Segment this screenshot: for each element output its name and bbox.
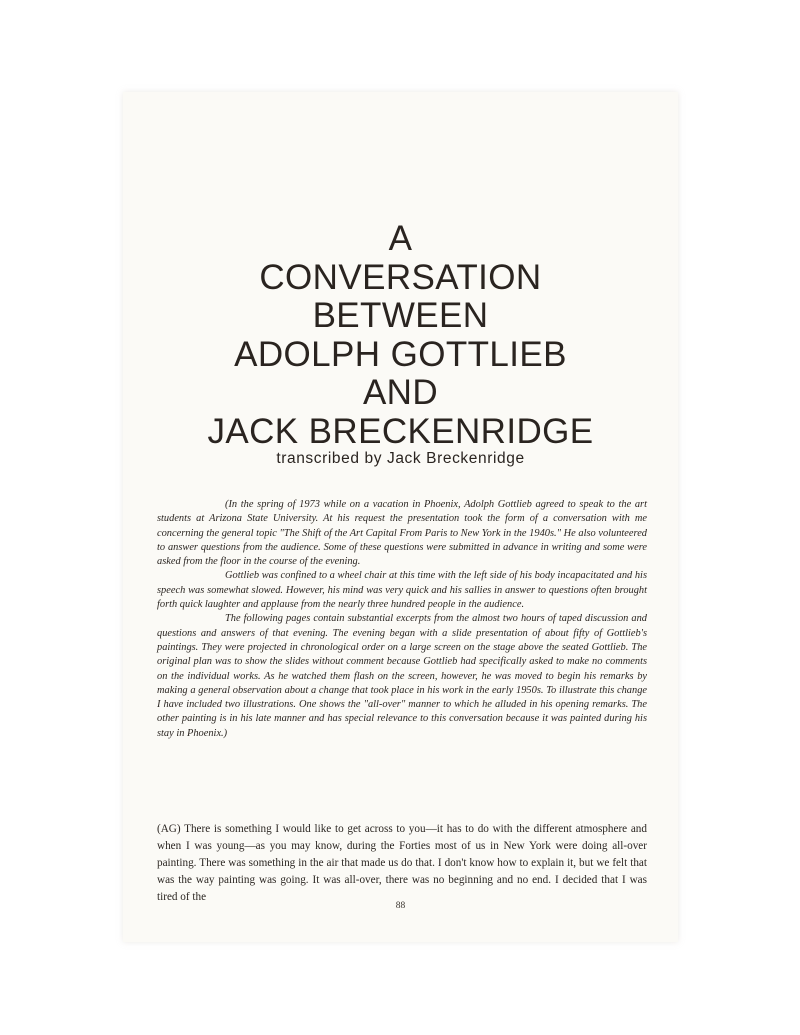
intro-paragraph: Gottlieb was confined to a wheel chair at this time with the left side of his body incapacitated and his speech was somewhat slowed. However, his mind was very quick and his sallies in answer to questions often brought forth quick laughter and applause from the nearly three hundred people in the audience. (157, 570, 647, 611)
title-line: JACK BRECKENRIDGE (207, 411, 594, 451)
title-line: CONVERSATION (259, 257, 542, 297)
intro-section (157, 498, 647, 741)
title-line: BETWEEN (312, 296, 489, 335)
intro-paragraph: The following pages contain substantial excerpts from the almost two hours of taped discussion and questions and answers of that evening. The evening began with a slide presentation of about fifty of Gottlieb's paintings. They were projected in chronological order on a large screen on the stage above the seated Gottlieb. The original plan was to show the slides without comment because Gottlieb had specifically asked to make no comments on the individual works. As he watched them flash on the screen, however, he was moved to begin his remarks by making a general observation about a change that took place in his work in the early 1950s. To illustrate this change I have included two illustrations. One shows the "all-over" manner to which he alluded in his opening remarks. The other painting is in his late manner and has special relevance to this conversation because it was painted during his stay in Phoenix.) (157, 613, 647, 739)
title-line: A (388, 219, 413, 258)
body-paragraph: (AG) There is something I would like to get across to you—it has to do with the different atmosphere and when I was young—as you may know, during the Forties most of us in New York were doing all-over painting. There was something in the air that made us do that. I don't know how to explain it, but we felt that was the way painting was going. It was all-over, there was no beginning and no end. I decided that I was tired of the (157, 823, 647, 903)
body-section (157, 821, 647, 906)
article-title (123, 220, 678, 451)
document-page (123, 92, 678, 942)
page-number: 88 (395, 901, 406, 911)
title-line: ADOLPH GOTTLIEB (234, 334, 567, 374)
intro-paragraph: (In the spring of 1973 while on a vacation in Phoenix, Adolph Gottlieb agreed to speak to the art students at Arizona State University. At his request the presentation took the form of a conversation with me concerning the general topic "The Shift of the Art Capital From Paris to New York in the 1940s." He also volunteered to answer questions from the audience. Some of these questions were submitted in advance in writing and some were asked from the floor in the course of the evening. (157, 499, 647, 568)
article-subtitle: transcribed by Jack Breckenridge (276, 450, 525, 467)
title-line: AND (362, 373, 439, 412)
